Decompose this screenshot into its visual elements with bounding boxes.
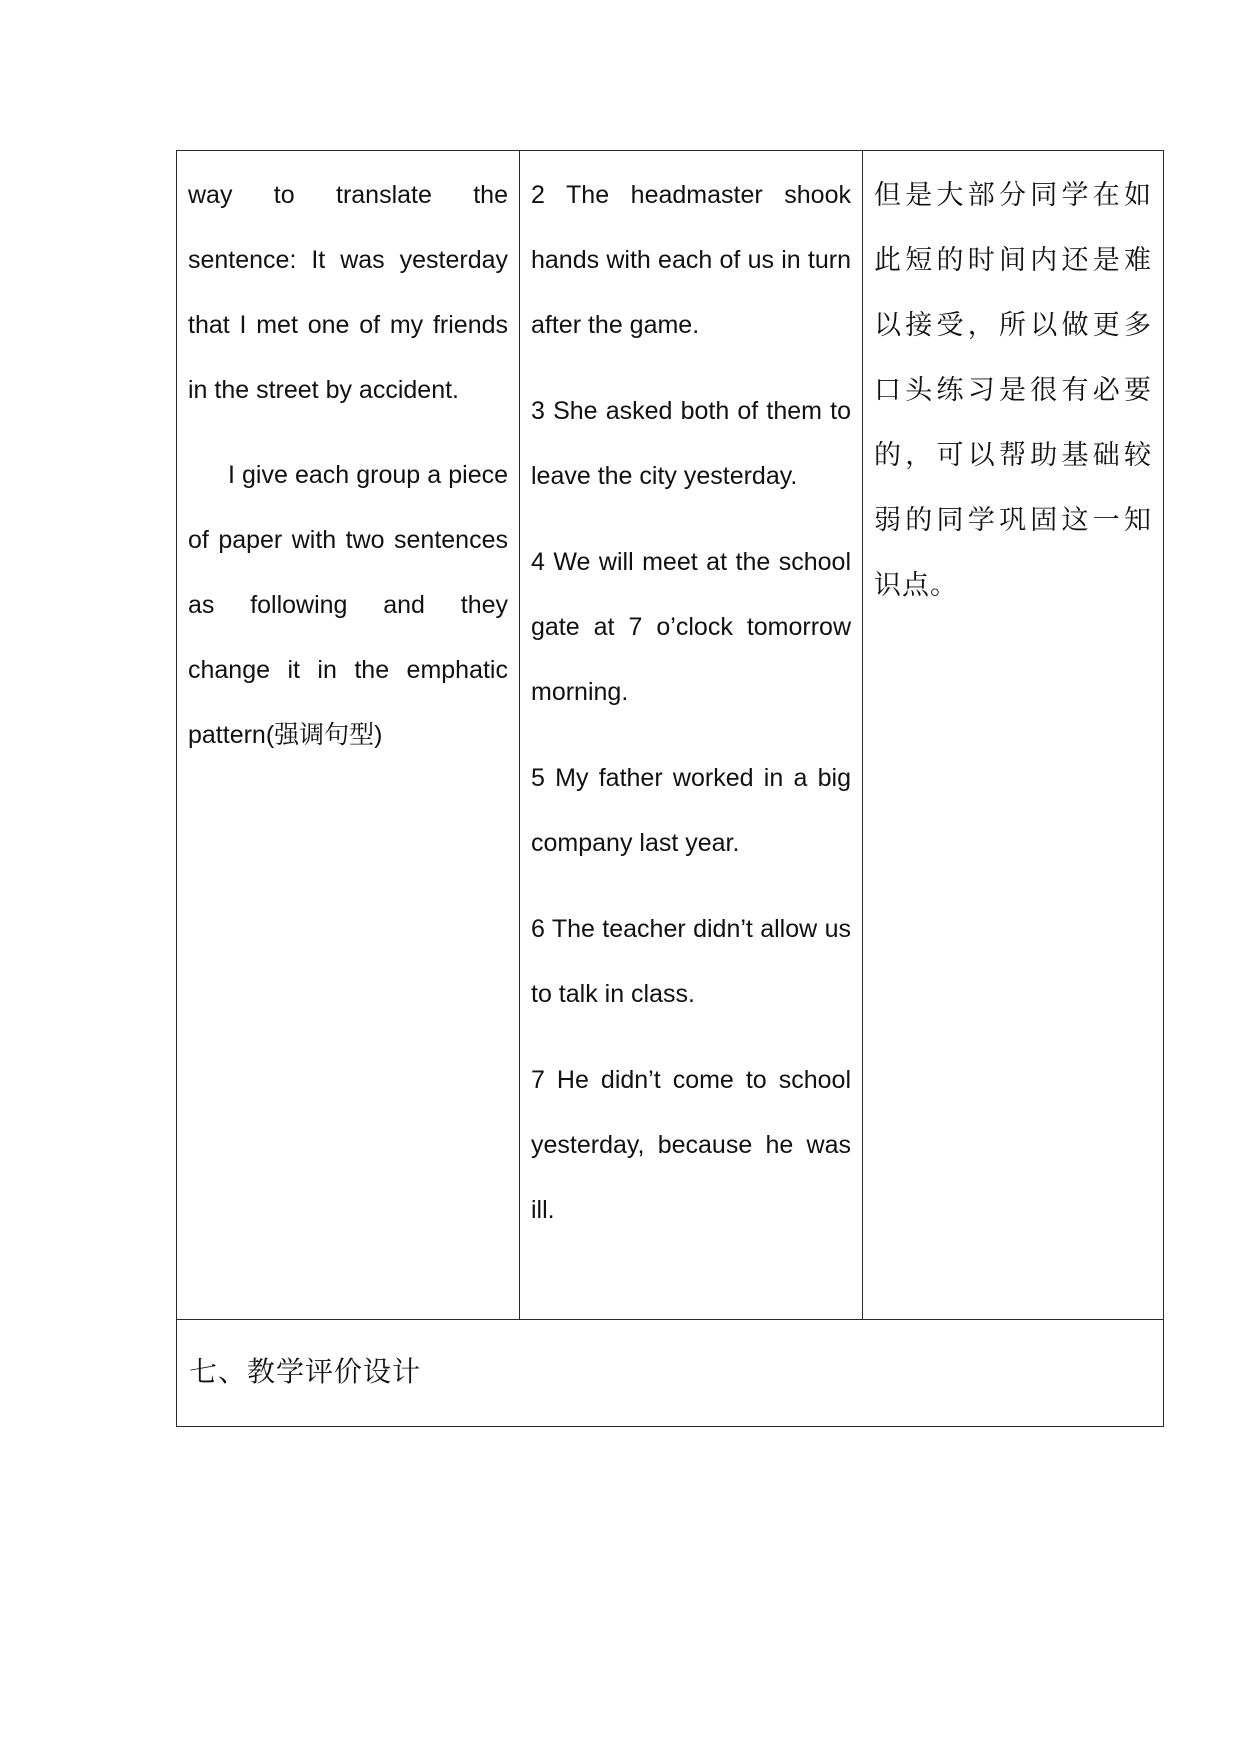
lesson-plan-table bbox=[176, 150, 1164, 1427]
paragraph-group-task: I give each group a piece of paper with two sentences as following and they change it in the emphatic pattern(强调句型) bbox=[188, 461, 508, 749]
sentence-item-2: 2 The headmaster shook hands with each of us in turn after the game. bbox=[531, 181, 851, 339]
paragraph-translate-instruction: way to translate the sentence: It was yesterday that I met one of my friends in the street by accident. bbox=[188, 181, 508, 404]
sentence-item-4: 4 We will meet at the school gate at 7 o’clock tomorrow morning. bbox=[531, 548, 851, 706]
cell-practice-sentences bbox=[520, 151, 863, 1319]
cell-design-rationale bbox=[863, 151, 1163, 1319]
sentence-item-6: 6 The teacher didn’t allow us to talk in class. bbox=[531, 915, 851, 1008]
sentence-item-5: 5 My father worked in a big company last year. bbox=[531, 764, 851, 857]
section-heading-evaluation-design: 七、教学评价设计 bbox=[189, 1355, 422, 1388]
table-row-evaluation bbox=[177, 1320, 1163, 1426]
sentence-item-3: 3 She asked both of them to leave the city yesterday. bbox=[531, 397, 851, 490]
table-row-activities bbox=[177, 151, 1163, 1320]
sentence-item-7: 7 He didn’t come to school yesterday, because he was ill. bbox=[531, 1066, 851, 1224]
design-rationale-text: 但是大部分同学在如此短的时间内还是难以接受，所以做更多口头练习是很有必要的，可以帮助基础较弱的同学巩固这一知识点。 bbox=[874, 180, 1152, 601]
cell-teaching-procedure bbox=[177, 151, 520, 1319]
